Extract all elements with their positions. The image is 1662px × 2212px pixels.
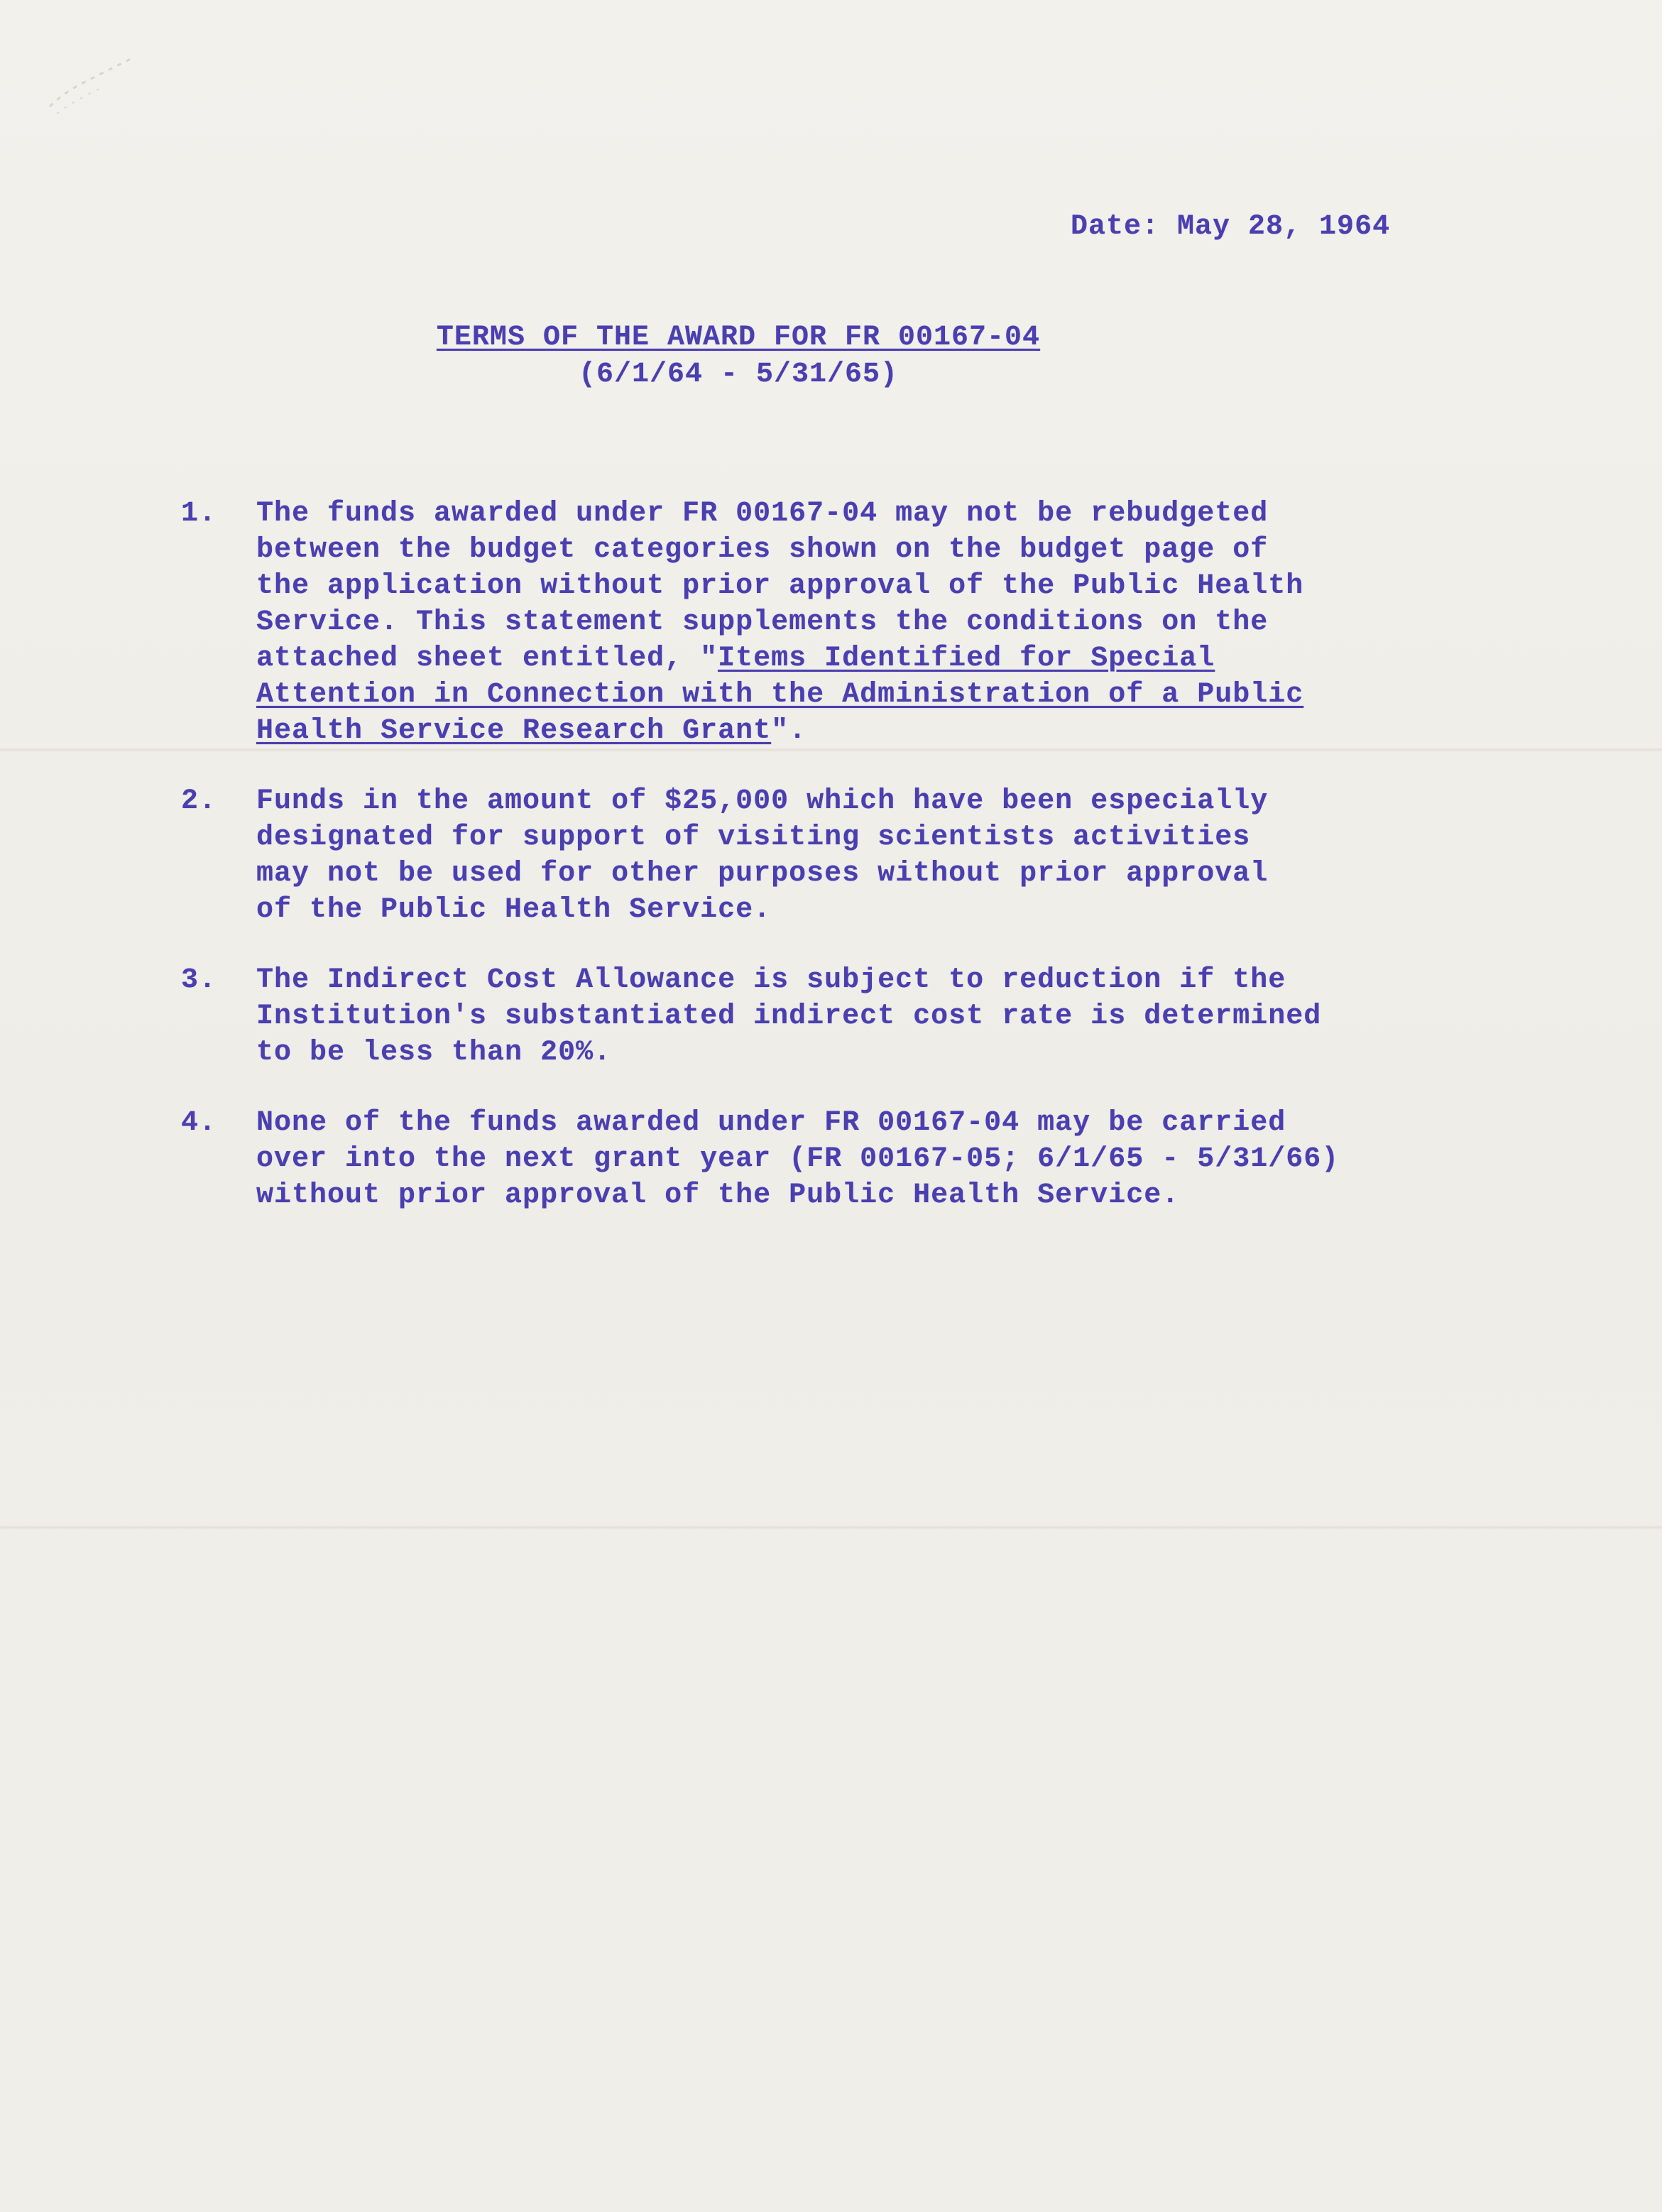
term-text: the application without prior approval of the Public Health: [256, 570, 1304, 602]
term-item: [181, 783, 1388, 928]
term-text-line: [256, 892, 1388, 928]
term-number: 3.: [181, 964, 217, 996]
term-text-line: [256, 856, 1388, 892]
paper-fold-line: [0, 1525, 1662, 1530]
term-text-line: [256, 496, 1388, 532]
document-title: [433, 320, 1044, 393]
term-item: [181, 1105, 1388, 1214]
term-text-line: [256, 962, 1388, 998]
term-text: without prior approval of the Public Health Service.: [256, 1179, 1180, 1211]
term-text: The Indirect Cost Allowance is subject to reduction if the: [256, 964, 1286, 996]
term-text-line: [256, 641, 1388, 677]
underlined-title-text: Items Identified for Special: [718, 643, 1215, 675]
paper-smudge-mark: [43, 43, 149, 121]
term-text-line: [256, 1141, 1388, 1177]
term-text: of the Public Health Service.: [256, 894, 772, 926]
underlined-title-text: Health Service Research Grant: [256, 715, 772, 747]
term-text-line: [256, 1035, 1388, 1071]
term-text-line: [256, 713, 1388, 749]
term-number: 4.: [181, 1107, 217, 1139]
title-line-award: TERMS OF THE AWARD FOR FR 00167-04: [436, 322, 1041, 354]
term-text: over into the next grant year (FR 00167-05; 6/1/65 - 5/31/66): [256, 1143, 1340, 1175]
term-text: designated for support of visiting scientists activities: [256, 822, 1251, 854]
date-line: Date: May 28, 1964: [1071, 211, 1391, 243]
term-text: Funds in the amount of $25,000 which have been especially: [256, 785, 1269, 817]
term-text: to be less than 20%.: [256, 1037, 612, 1069]
term-text-line: [256, 568, 1388, 604]
term-item: [181, 962, 1388, 1071]
term-item: [181, 496, 1388, 749]
term-text-line: [256, 677, 1388, 713]
term-text: The funds awarded under FR 00167-04 may not be rebudgeted: [256, 498, 1269, 530]
term-text-line: [256, 1105, 1388, 1141]
underlined-title-text: Attention in Connection with the Administration of a Public: [256, 679, 1304, 711]
terms-list: [181, 496, 1388, 1248]
term-text: between the budget categories shown on the budget page of: [256, 534, 1269, 566]
term-text: Service. This statement supplements the conditions on the: [256, 606, 1269, 638]
term-text: ".: [771, 715, 807, 747]
term-text-line: [256, 998, 1388, 1035]
term-text: None of the funds awarded under FR 00167-04 may be carried: [256, 1107, 1286, 1139]
term-number: 1.: [181, 498, 217, 530]
term-text-line: [256, 532, 1388, 568]
term-text-line: [256, 819, 1388, 856]
term-text-line: [256, 604, 1388, 641]
term-text: may not be used for other purposes without prior approval: [256, 858, 1269, 890]
term-text: attached sheet entitled, ": [256, 643, 718, 675]
title-line-period: (6/1/64 - 5/31/65): [578, 359, 899, 391]
term-text: Institution's substantiated indirect cost rate is determined: [256, 1001, 1322, 1033]
term-number: 2.: [181, 785, 217, 817]
term-text-line: [256, 783, 1388, 819]
term-text-line: [256, 1177, 1388, 1214]
